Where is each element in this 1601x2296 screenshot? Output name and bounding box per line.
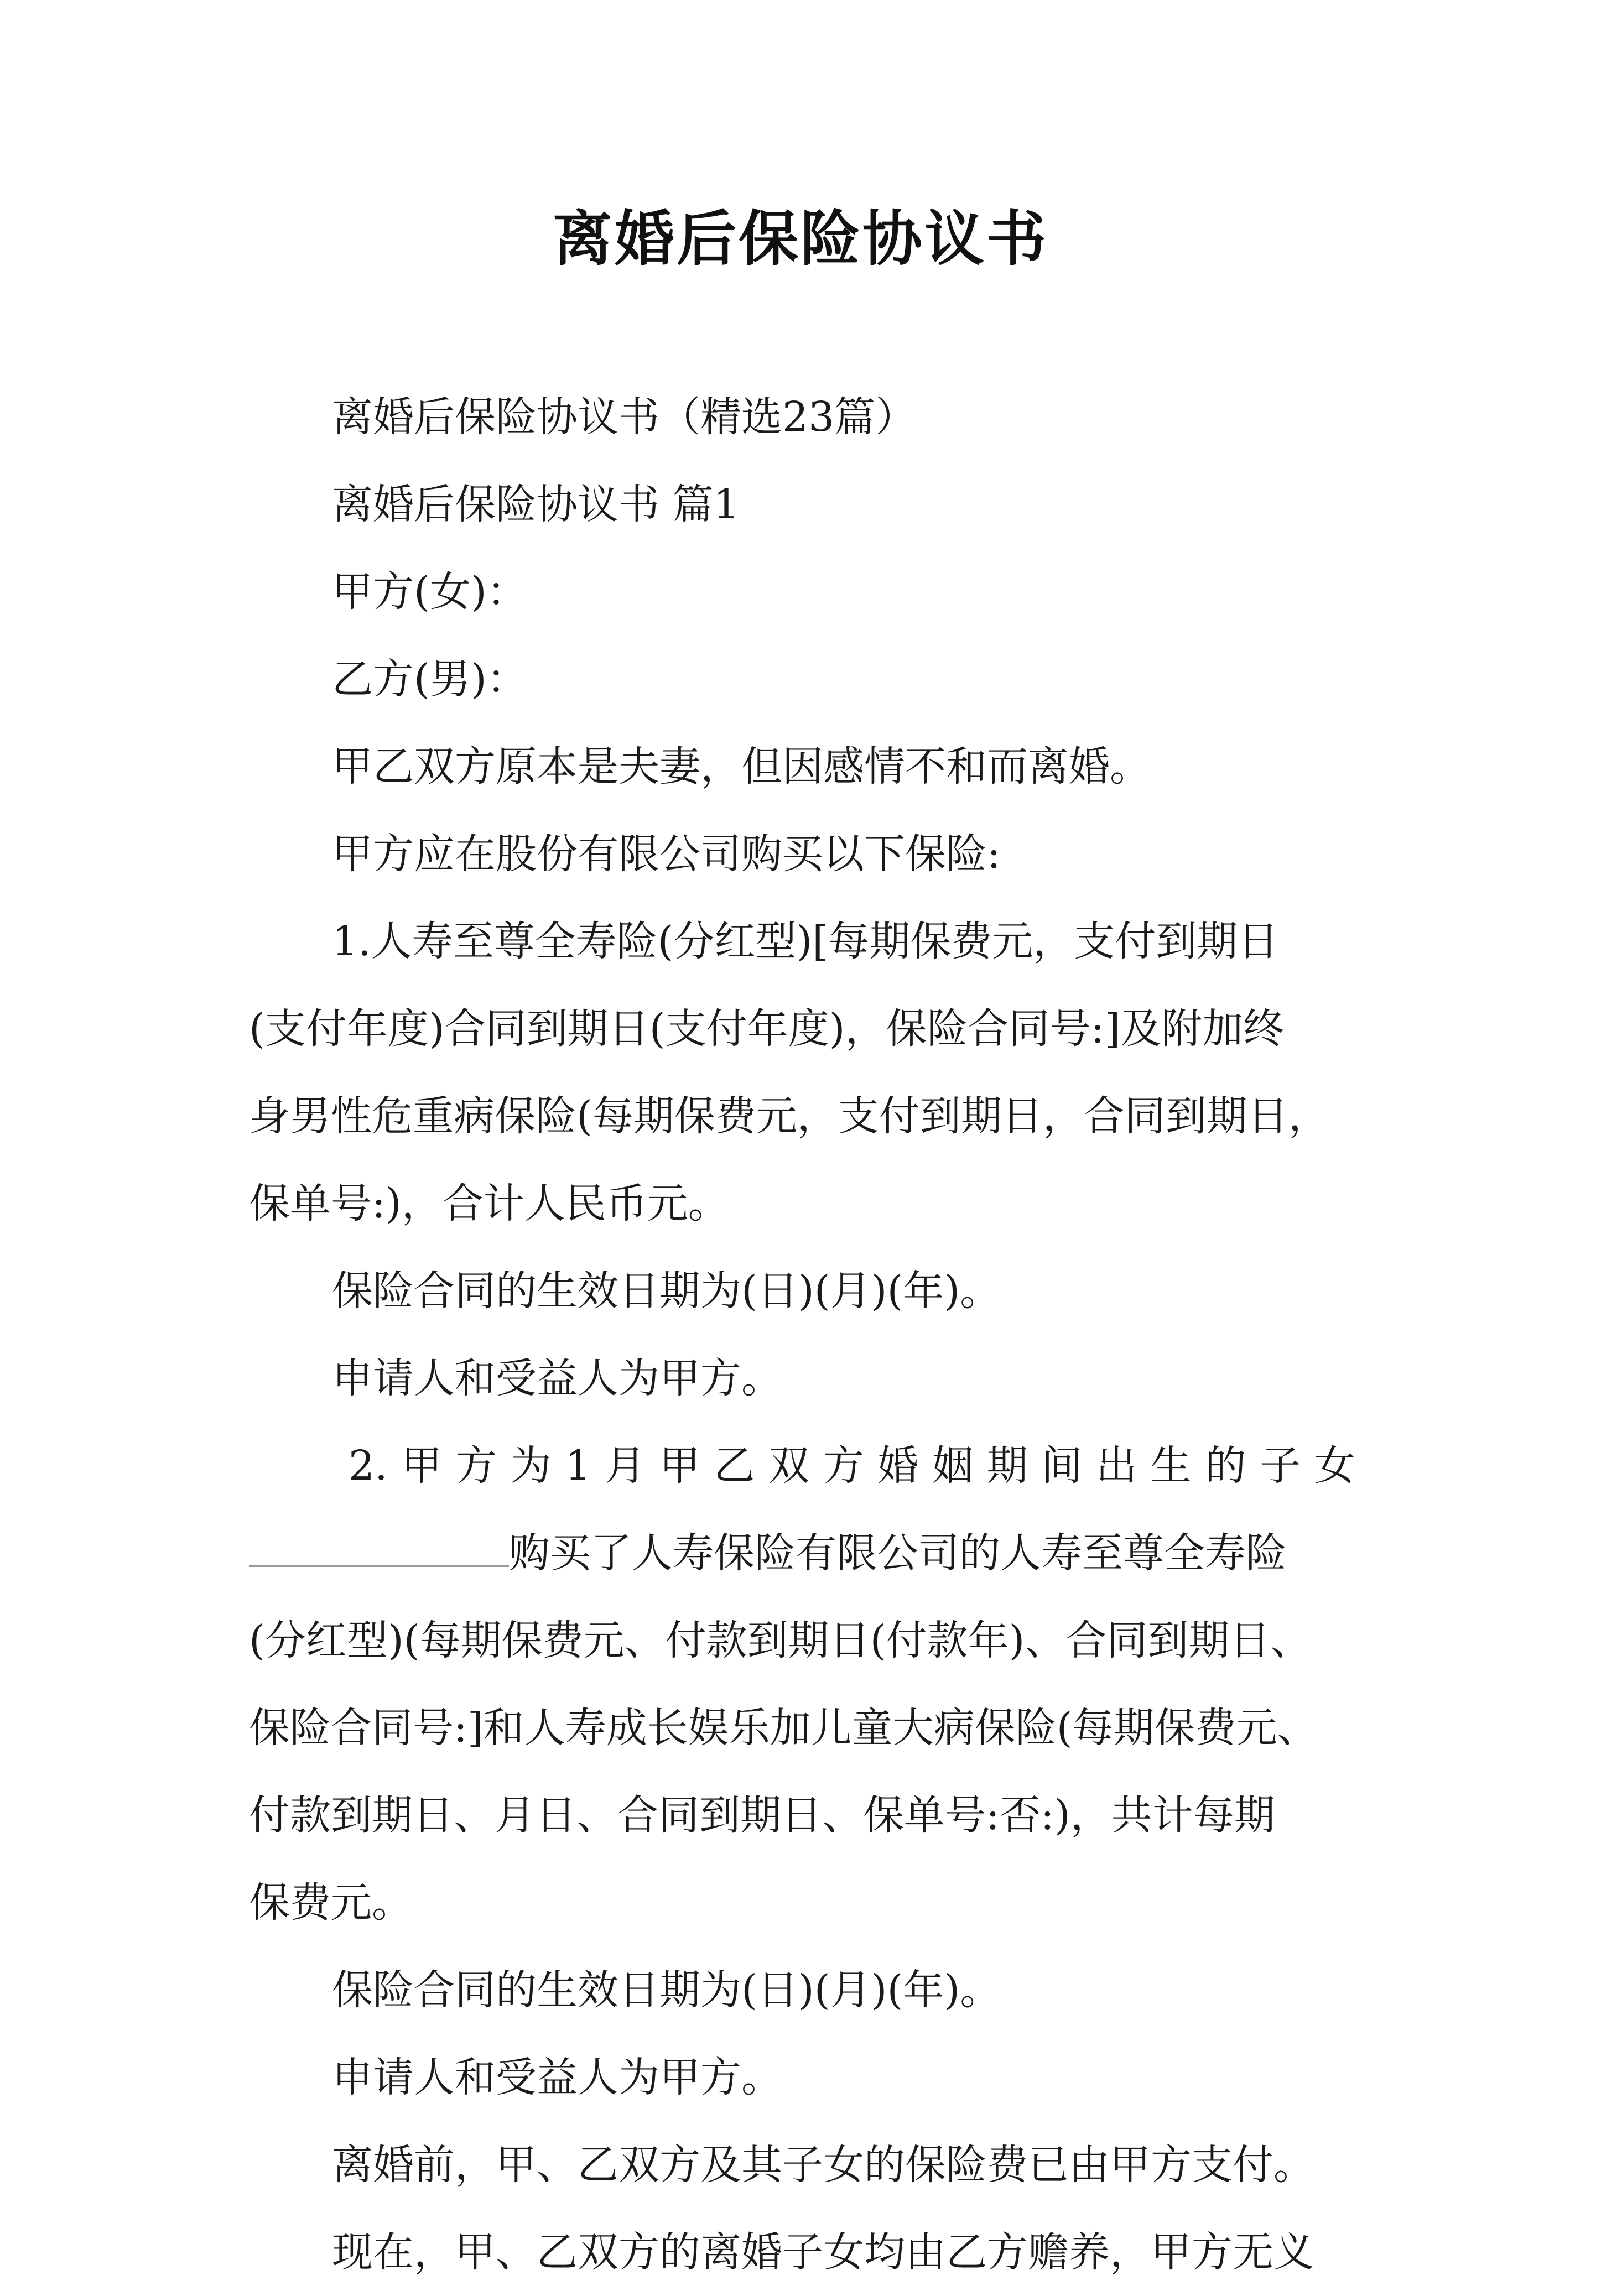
- beneficiary-paragraph-2: 申请人和受益人为甲方。: [332, 2054, 782, 2101]
- item2-line-1-char: 甲: [401, 1442, 443, 1490]
- child-name-blank: [249, 1513, 509, 1567]
- section-heading: 离婚后保险协议书 篇1: [332, 481, 740, 528]
- item2-line-1-char: 方: [823, 1442, 864, 1490]
- party-a-line: 甲方(女)：: [332, 568, 528, 616]
- item1-line-3: 身男性危重病保险(每期保费元，支付到期日，合同到期日，: [249, 1092, 1329, 1140]
- item2-line-3: (分红型)(每期保费元、付款到期日(付款年)、合同到期日、: [249, 1617, 1312, 1664]
- item2-line-1-char: 1: [565, 1442, 591, 1490]
- intro-paragraph: 甲乙双方原本是夫妻，但因感情不和而离婚。: [332, 743, 1151, 790]
- item1-line-1: 1.人寿至尊全寿险(分红型)[每期保费元，支付到期日: [332, 918, 1279, 965]
- effective-date-paragraph-2: 保险合同的生效日期为(日)(月)(年)。: [332, 1966, 1001, 2014]
- item2-line-1-char: 甲: [659, 1442, 700, 1490]
- party-b-line: 乙方(男)：: [332, 655, 528, 703]
- item2-line-1-char: 方: [455, 1442, 497, 1490]
- item2-line-4: 保险合同号:]和人寿成长娱乐加儿童大病保险(每期保费元、: [249, 1704, 1318, 1752]
- custody-paragraph: 现在，甲、乙双方的离婚子女均由乙方赡养，甲方无义: [332, 2229, 1314, 2276]
- effective-date-paragraph-1: 保险合同的生效日期为(日)(月)(年)。: [332, 1267, 1001, 1315]
- subtitle-line: 离婚后保险协议书（精选23篇）: [332, 393, 917, 441]
- item2-line-1: [249, 1422, 1355, 1509]
- item2-line-5: 付款到期日、月日、合同到期日、保单号:否:)，共计每期: [249, 1792, 1275, 1839]
- item2-line-1-char: 乙: [714, 1442, 755, 1490]
- item2-line-1-char: 月: [605, 1442, 646, 1490]
- item2-line-1-char: 婚: [877, 1442, 919, 1490]
- item1-line-2: (支付年度)合同到期日(支付年度)，保险合同号:]及附加终: [249, 1005, 1285, 1053]
- item2-line-1-char: 的: [1205, 1442, 1246, 1490]
- item2-line-6: 保费元。: [249, 1879, 413, 1927]
- item2-line-1-char: 出: [1096, 1442, 1137, 1490]
- premium-paid-paragraph: 离婚前，甲、乙双方及其子女的保险费已由甲方支付。: [332, 2141, 1314, 2189]
- beneficiary-paragraph-1: 申请人和受益人为甲方。: [332, 1355, 782, 1402]
- item2-line-1-char: 2.: [349, 1442, 388, 1490]
- item2-line-1-char: 生: [1150, 1442, 1192, 1490]
- purchase-intro-paragraph: 甲方应在股份有限公司购买以下保险:: [332, 830, 1001, 878]
- item2-line-1-char: 间: [1041, 1442, 1083, 1490]
- item2-line-1-char: 姻: [932, 1442, 974, 1490]
- document-title: 离婚后保险协议书: [552, 204, 1048, 274]
- item2-line-2: [249, 1509, 1355, 1597]
- item2-line-1-char: 为: [510, 1442, 552, 1490]
- item2-line-2-text: 购买了人寿保险有限公司的人寿至尊全寿险: [509, 1529, 1287, 1577]
- item1-line-4: 保单号:)，合计人民币元。: [249, 1180, 729, 1227]
- item2-line-1-char: 女: [1314, 1442, 1355, 1490]
- item2-line-1-char: 子: [1260, 1442, 1301, 1490]
- item2-line-1-char: 期: [986, 1442, 1028, 1490]
- item2-line-1-char: 双: [768, 1442, 810, 1490]
- item2-line-1-justified: [349, 1422, 1355, 1509]
- document-body: [249, 373, 1355, 2296]
